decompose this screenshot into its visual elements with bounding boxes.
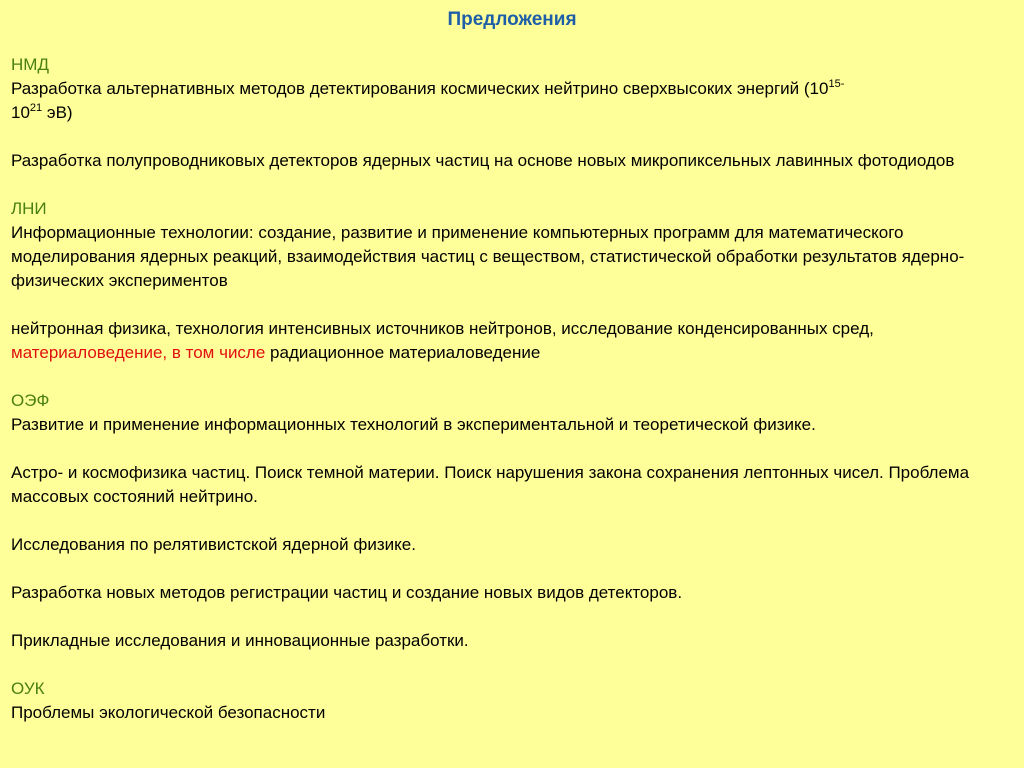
nmd-item-neutrino-detection	[11, 77, 1016, 125]
spacer	[11, 557, 1016, 581]
spacer	[11, 125, 1016, 149]
lni-item2-highlight: материаловедение, в том числе	[11, 343, 266, 362]
section-heading-lni: ЛНИ	[11, 199, 47, 218]
spacer	[11, 437, 1016, 461]
lni-item-information-technologies: Информационные технологии: создание, развитие и применение компьютерных программ для математического моделирования ядерных реакций, взаимодействия частиц с веществом, статистической обработки результатов ядерно-физических экспериментов	[11, 223, 965, 290]
nmd-item1-sup-b: 21	[29, 102, 43, 114]
nmd-item1-text-a: Разработка альтернативных методов детектирования космических нейтрино сверхвысоких энергий (10	[11, 79, 829, 98]
oef-item-relativistic-nuclear-physics: Исследования по релятивистской ядерной физике.	[11, 535, 416, 554]
oef-item-information-technologies: Развитие и применение информационных технологий в экспериментальной и теоретической физике.	[11, 415, 816, 434]
slide-title: Предложения	[447, 9, 577, 30]
spacer	[11, 653, 1016, 677]
slide-content	[11, 53, 1016, 725]
lni-item2-text-a: нейтронная физика, технология интенсивных источников нейтронов, исследование конденсированных сред,	[11, 319, 874, 338]
oef-item-new-detectors: Разработка новых методов регистрации частиц и создание новых видов детекторов.	[11, 583, 683, 602]
lni-item2-text-b: радиационное материаловедение	[265, 343, 541, 362]
section-heading-nmd: НМД	[11, 55, 49, 74]
oef-item-applied-research: Прикладные исследования и инновационные разработки.	[11, 631, 469, 650]
section-heading-oef: ОЭФ	[11, 391, 50, 410]
spacer	[11, 293, 1016, 317]
ouk-item-ecological-safety: Проблемы экологической безопасности	[11, 703, 326, 722]
section-heading-ouk: ОУК	[11, 679, 45, 698]
lni-item-neutron-physics	[11, 317, 1016, 365]
nmd-item1-sup-a: 15-	[828, 78, 845, 90]
spacer	[11, 365, 1016, 389]
nmd-item1-text-c: эВ)	[42, 103, 73, 122]
spacer	[11, 509, 1016, 533]
nmd-item1-text-b: 10	[11, 103, 30, 122]
oef-item-astroparticle-physics: Астро- и космофизика частиц. Поиск темной материи. Поиск нарушения закона сохранения лептонных чисел. Проблема массовых состояний нейтрино.	[11, 463, 970, 506]
nmd-item-semiconductor-detectors: Разработка полупроводниковых детекторов ядерных частиц на основе новых микропиксельных лавинных фотодиодов	[11, 151, 955, 170]
spacer	[11, 605, 1016, 629]
spacer	[11, 173, 1016, 197]
